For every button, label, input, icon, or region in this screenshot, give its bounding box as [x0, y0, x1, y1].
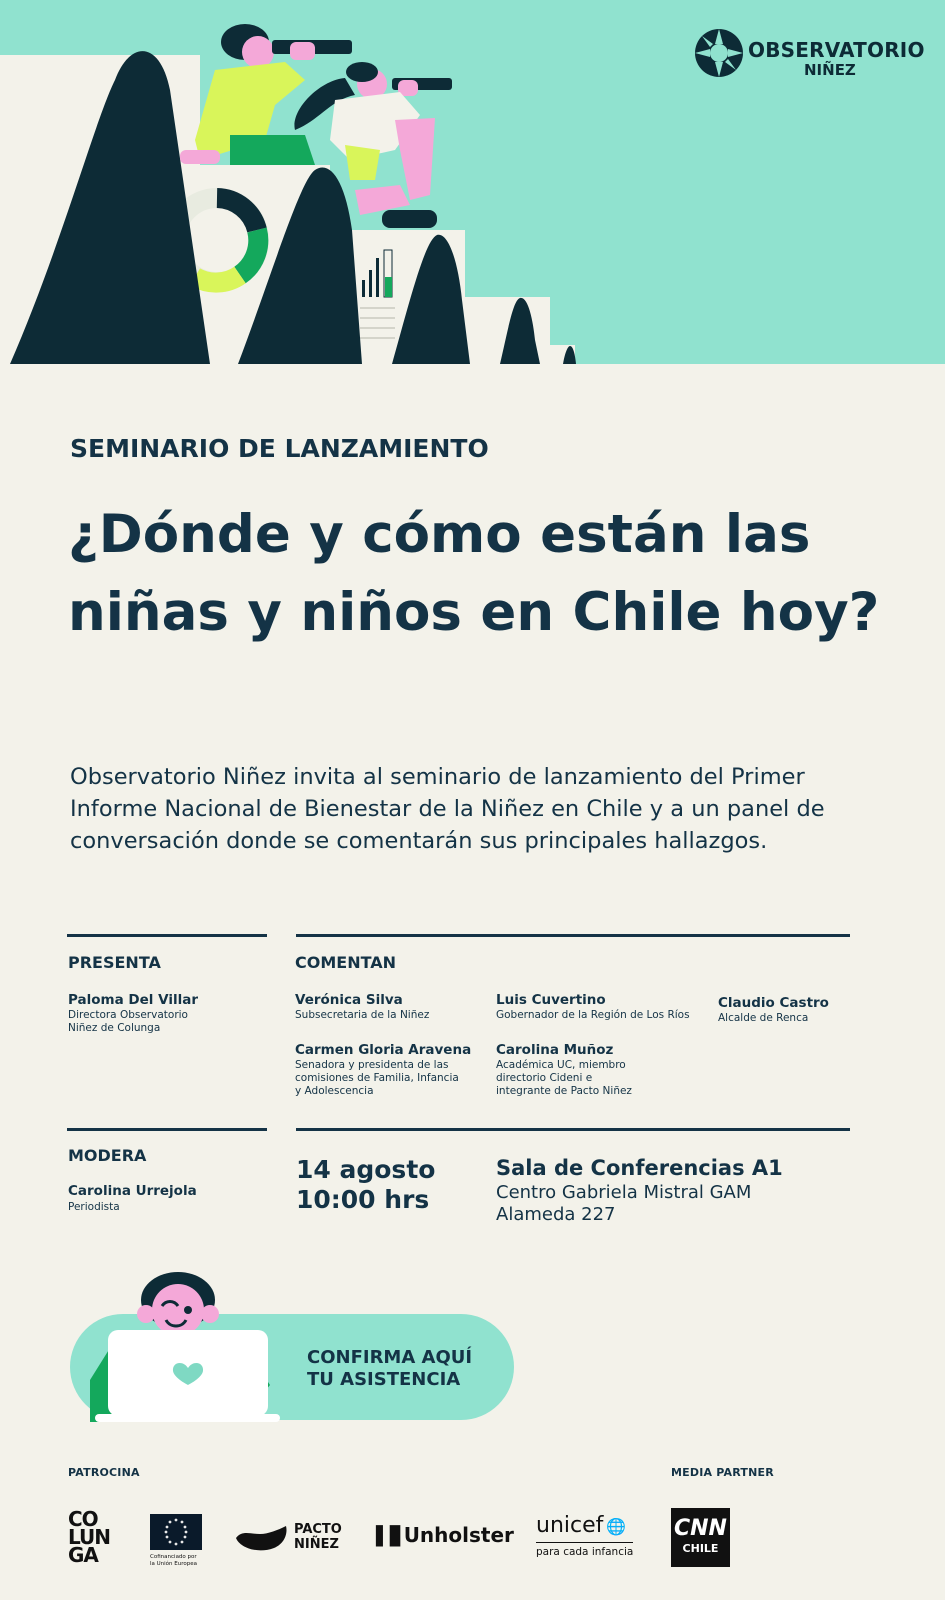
eu-caption: Cofinanciado por la Unión Europea	[150, 1554, 197, 1567]
cnn-chile-logo: CNN CHILE	[671, 1508, 730, 1567]
divider-comentan	[296, 934, 850, 937]
event-intro: Observatorio Niñez invita al seminario de lanzamiento del Primer Informe Nacional de Bienestar de la Niñez en Chile y a un panel de conversación donde se comentarán sus principales hallazgos.	[70, 764, 825, 854]
moderator-name: Carolina Urrejola	[68, 1183, 197, 1199]
panelist-name: Luis Cuvertino	[496, 992, 606, 1008]
logo-text-bottom: NIÑEZ	[804, 61, 856, 79]
panelist-name: Carolina Muñoz	[496, 1042, 614, 1058]
panelist-name: Carmen Gloria Aravena	[295, 1042, 472, 1058]
moderator-role: Periodista	[68, 1201, 120, 1213]
sponsors-label: PATROCINA	[68, 1466, 140, 1479]
hero-illustration	[0, 0, 945, 364]
venue-address-line2: Alameda 227	[496, 1204, 616, 1225]
venue-address-line1: Centro Gabriela Mistral GAM	[496, 1182, 752, 1203]
unholster-logo: ▌▊Unholster	[376, 1523, 514, 1547]
unicef-globe-icon: 🌐	[606, 1517, 627, 1536]
media-partner-label: MEDIA PARTNER	[671, 1466, 774, 1479]
rsvp-button-label[interactable]: CONFIRMA AQUÍ TU ASISTENCIA	[307, 1347, 473, 1390]
modera-label: MODERA	[68, 1146, 147, 1165]
panelist-role: Senadora y presidenta de las comisiones de Familia, Infancia y Adolescencia	[295, 1059, 459, 1097]
observatorio-logo	[694, 28, 924, 88]
panelist-role: Académica UC, miembro directorio Cideni e integrante de Pacto Niñez	[496, 1059, 632, 1097]
pacto-hand-icon	[232, 1520, 290, 1554]
eu-logo	[150, 1514, 204, 1568]
panelist-role: Gobernador de la Región de Los Ríos	[496, 1009, 690, 1021]
comentan-label: COMENTAN	[295, 953, 397, 972]
event-time: 10:00 hrs	[296, 1185, 430, 1214]
panelist-role: Alcalde de Renca	[718, 1012, 809, 1024]
presenter-role: Directora Observatorio Niñez de Colunga	[68, 1009, 188, 1034]
event-kicker: SEMINARIO DE LANZAMIENTO	[70, 434, 489, 463]
divider-details	[296, 1128, 850, 1131]
pacto-ninez-logo: PACTO NIÑEZ	[232, 1520, 352, 1556]
unicef-logo: unicef 🌐 para cada infancia	[536, 1513, 634, 1558]
presenter-name: Paloma Del Villar	[68, 992, 198, 1008]
panelist-name: Verónica Silva	[295, 992, 403, 1008]
panelist-role: Subsecretaria de la Niñez	[295, 1009, 430, 1021]
colunga-logo: CO LUN GA	[68, 1507, 111, 1567]
panelist-name: Claudio Castro	[718, 995, 829, 1011]
laptop-person-illustration	[70, 1270, 310, 1422]
venue-title: Sala de Conferencias A1	[496, 1156, 783, 1180]
observatorio-logo-icon	[694, 28, 744, 78]
divider-modera	[67, 1128, 267, 1131]
event-title: ¿Dónde y cómo están las niñas y niños en Chile hoy?	[68, 504, 880, 643]
logo-text-top: OBSERVATORIO	[748, 38, 925, 62]
event-date: 14 agosto	[296, 1155, 436, 1184]
eu-flag-icon	[150, 1514, 202, 1550]
unholster-bars-icon: ▌▊	[376, 1526, 404, 1547]
presenta-label: PRESENTA	[68, 953, 161, 972]
event-date-time	[296, 1155, 435, 1215]
divider-presenta	[67, 934, 267, 937]
